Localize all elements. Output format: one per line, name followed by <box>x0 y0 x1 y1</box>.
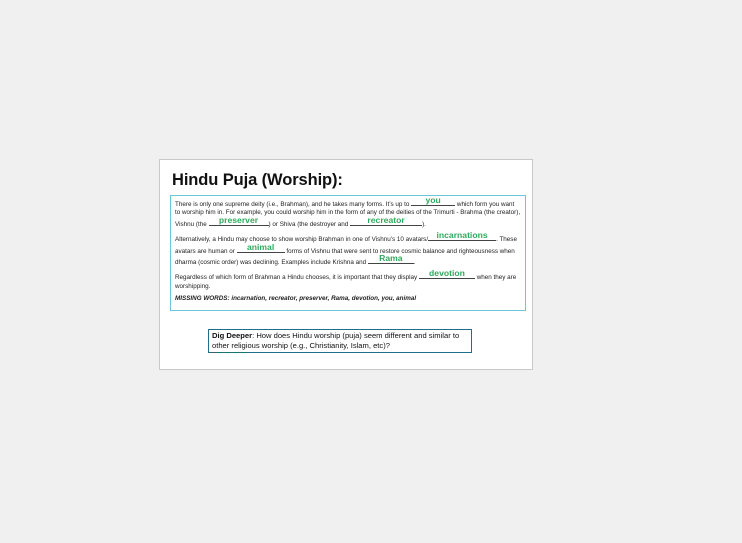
missing-words: MISSING WORDS: incarnation, recreator, preserver, Rama, devotion, you, animal <box>175 295 417 303</box>
blank-devotion <box>419 268 475 279</box>
dig-deeper-question: : How does Hindu worship (puja) seem different and similar to other religious worship (e.g., Christianity, Islam, etc)? <box>212 331 460 351</box>
paragraph-1-text-4: ). <box>422 220 426 228</box>
blank-you <box>411 195 455 206</box>
blank-recreator <box>350 214 422 226</box>
blank-animal <box>237 241 285 253</box>
paragraph-2-text-2: . These avatars are human or <box>175 236 517 255</box>
paragraph-3-text-2: when they are worshipping. <box>175 274 517 290</box>
paragraph-1-text-1: There is only one supreme deity (i.e., Brahman), and he takes many forms. It’s up to <box>175 201 412 208</box>
blank-incarnations <box>428 230 496 241</box>
worksheet-textbox[interactable] <box>170 195 526 311</box>
paragraph-3 <box>175 268 521 291</box>
blank-rama <box>368 253 416 267</box>
paragraph-1 <box>175 195 521 229</box>
dig-deeper-label: Dig Deeper <box>212 331 253 340</box>
answer-you: you <box>425 195 441 205</box>
paragraph-2-text-3: forms of Vishnu that were sent to restore cosmic balance and righteousness when dharma (cosmic order) was declining. Examples include Krishna and <box>175 247 515 267</box>
paragraph-2 <box>175 230 521 267</box>
dig-deeper-box[interactable] <box>208 329 472 353</box>
paragraph-2-text-4: . <box>413 259 416 267</box>
answer-devotion: devotion <box>429 268 465 279</box>
blank-preserver <box>209 214 269 226</box>
spellcheck-dots <box>212 350 248 353</box>
paragraph-1-text-2: which form you want to worship him in. For example, you could worship him in the form of any of the deities of the Trimurti - Brahma (the creator), Vishnu (the <box>175 201 521 228</box>
answer-recreator: recreator <box>367 214 405 225</box>
answer-incarnations: incarnations <box>436 230 488 241</box>
answer-preserver: preserver <box>218 214 259 225</box>
paragraph-3-text-1: Regardless of which form of Brahman a Hindu chooses, it is important that they display <box>175 274 419 282</box>
answer-animal: animal <box>246 241 275 252</box>
paragraph-1-text-3: ) or Shiva (the destroyer and <box>268 220 351 228</box>
slide <box>159 159 533 370</box>
answer-rama: Rama <box>379 253 403 264</box>
slide-title: Hindu Puja (Worship): <box>172 171 343 189</box>
paragraph-2-text-1: Alternatively, a Hindu may choose to show worship Brahman in one of Vishnu’s 10 avatars/ <box>175 236 429 244</box>
